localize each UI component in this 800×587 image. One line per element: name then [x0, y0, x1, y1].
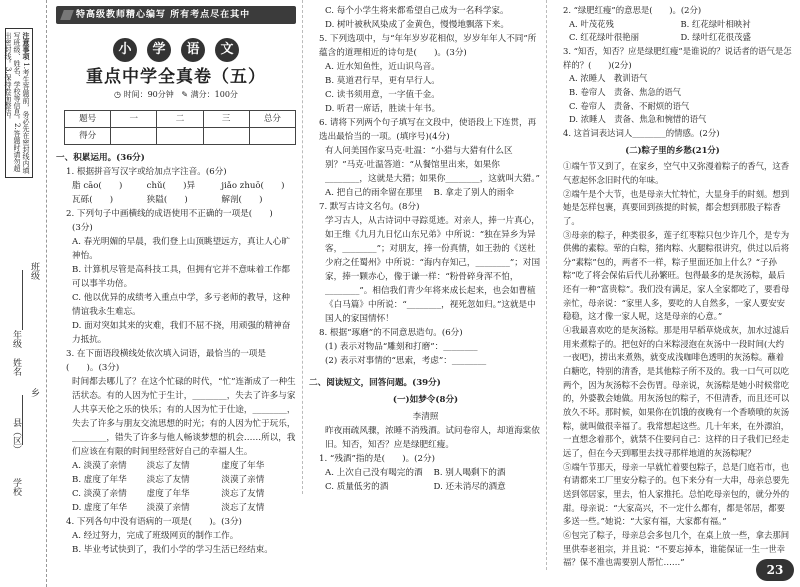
question: 1. 根据拼音写汉字或给加点字注音。(6分)	[66, 167, 227, 177]
table-cell: 二	[157, 111, 203, 128]
page-number: 23	[756, 559, 794, 581]
paragraph: ⑥包完了粽子，母亲总会多包几个，在桌上放一些，拿去那间里供奉老祖宗，并且说：“不要忘掉本，谁能保证一生一世幸福？保不准也需要别人帮忙……”	[563, 529, 790, 568]
question: 3. 在下面语段横线处依次填入词语，最恰当的一项是( )。(3分)	[66, 349, 266, 373]
option: A. 近水知鱼性，近山识鸟音。	[325, 62, 440, 72]
option: A. 经过努力，完成了班级网页的制作工作。	[72, 531, 239, 541]
option: A. 淡漠了亲情	[72, 461, 127, 471]
option-row	[56, 473, 296, 487]
township-label: 乡	[29, 388, 39, 397]
question: 5. 下列选项中，与“年年岁岁花相似，岁岁年年人不同”所蕴含的道理相近的诗句是( )。(3分)	[319, 34, 537, 58]
option: D. 还未消尽的酒意	[433, 482, 506, 492]
notes-text: 1.考生答题前，务必先在密封线内填写班级、姓名、学校等信息。2.答题时请勿超出密封线。3.保持卷面整洁。	[4, 32, 30, 174]
option: B. 计算机尽管是高科技工具，但拥有它并不意味着工作都可以事半功倍。	[72, 265, 291, 289]
option: 淡忘了友情	[146, 475, 190, 485]
option: D. 树叶被秋风染成了金黄色，慢慢地飘落下来。	[325, 20, 509, 30]
option: 淡忘了友情	[221, 489, 265, 499]
subject-char: 小	[113, 38, 137, 62]
pinyin-item: jiǎo zhuō( )	[221, 181, 285, 191]
option: D. 绿叶红花很茂盛	[680, 32, 751, 43]
column-1	[56, 0, 296, 557]
question: 1. “残酒”指的是( )。(2分)	[319, 454, 435, 464]
table-cell: 得分	[65, 128, 111, 145]
table-cell[interactable]	[203, 128, 249, 145]
option: 虚度了年华	[221, 461, 265, 471]
table-cell: 题号	[65, 111, 111, 128]
option: 淡漠了亲情	[221, 475, 265, 485]
option: D. 面对突如其来的灾难，我们不屈不挠，用顽强的精神奋力抵抗。	[72, 321, 291, 345]
poem-text: 昨夜雨疏风骤，浓睡不消残酒。试问卷帘人，却道海棠依旧。知否，知否？应是绿肥红瘦。	[325, 426, 540, 450]
pencil-icon: ✎	[181, 90, 189, 99]
option-row	[56, 487, 296, 501]
option: A. 上次自己没有喝完的酒	[325, 468, 423, 478]
paragraph: ②端午是个大节，也是母亲大忙特忙，大显身手的时刻。想到她是怎样包裹，真要回到孩提的时候，都会想到那股子粽香了。	[563, 188, 790, 226]
option: 淡忘了友情	[146, 461, 190, 471]
notes-box	[5, 28, 33, 178]
option: A. 浓睡人 教训语气	[569, 73, 648, 84]
option: B. 拿走了别人的雨伞	[433, 188, 515, 198]
option: 淡漠了亲情	[146, 503, 190, 513]
option: B. 虚度了年华	[72, 475, 127, 485]
section-heading: 一、积累运用。(36分)	[56, 153, 145, 163]
option: C. 他以优异的成绩考入重点中学，多亏老师的教导，这种情谊我永生难忘。	[72, 293, 290, 317]
paragraph: ⑤端午节那天，母亲一早就忙着要包粽子，总是门庭若市，也有请都来工厂里安分粽子的。包下来分有一大串，母亲总要先送到邻居家，里去，怕人家推托。总怕吃母亲包的，就分外的甜。母亲说：“大家高兴，不一定什么都有，都是邻居，都要多送一些。”她说：“大家有福，大家都有福。”	[563, 461, 790, 527]
option: D. 浓睡人 责备、焦急和惋惜的语气	[569, 114, 707, 125]
question-score: (3分)	[72, 223, 93, 233]
option: B. 红花绿叶相映衬	[680, 18, 751, 29]
pinyin-item: 脂 cāo( )	[72, 181, 123, 191]
passage: 时间都去哪儿了？在这个忙碌的时代，“忙”连渐成了一种生活状态。有的人因为忙于生计，________，失去了许多与家人共享天伦之乐的快乐；有的人因为忙于仕途，________，失去了许多与朋友交流思想的时光；有的人因为忙于玩乐，________，错失了许多与他人畅谈梦想的机会……所以，我们应该在有限的时间里经营好自己的幸福人生。	[72, 377, 296, 457]
option: B. 别人喝剩下的酒	[433, 468, 506, 478]
option-row	[309, 186, 542, 200]
option: C. 红花绿叶很艳丽	[569, 32, 640, 43]
question: 2. “绿肥红瘦”的意思是( )。(2分)	[563, 5, 702, 15]
paragraph: ①端午节又到了，在家乡，空气中又弥漫着粽子的香气，这香气惹起怀念旧时代的年味。	[563, 161, 790, 185]
table-cell: 总分	[249, 111, 295, 128]
option-row	[553, 31, 792, 45]
question: 8. 根据“琢磨”的不同意思造句。(6分)	[319, 328, 463, 338]
option: C. 读书须用意，一字值千金。	[325, 90, 440, 100]
field-line	[22, 270, 23, 330]
slogan-banner	[56, 6, 296, 24]
slogan-text: 特高级教师精心编写 所有考点尽在其中	[76, 10, 251, 20]
option: C. 每个小学生将来都希望自己成为一名科学家。	[325, 6, 509, 16]
option-row	[309, 466, 542, 480]
option: D. 听君一席话，胜读十年书。	[325, 104, 441, 114]
pinyin-row	[56, 193, 296, 207]
subsection-heading: (一)如梦令(8分)	[392, 395, 459, 405]
option: A. 把自己的雨伞留在那里	[325, 188, 423, 198]
subject-char: 语	[181, 38, 205, 62]
passage: 学习古人，从古诗词中寻踪觅迹。对亲人，捧一片真心，如王维《九月九日忆山东兄弟》中所说：“独在异乡为异客，________”；对朋友，捧一份真情，如王勃的《送杜少府之任蜀州》中所说：“海内存知己，________”；对国家，捧一颗赤心，像于谦一样：“粉骨碎身浑不怕，________”。相信我们青少年将来成长起来，也会如曹植《白马篇》中所说：“________，视死忽如归。”这就是中国人的家国情怀！	[325, 216, 541, 324]
column-3	[546, 0, 792, 570]
pencil-icon	[60, 10, 74, 20]
poem-author: 李清照	[412, 412, 439, 422]
option: B. 毕业考试快到了，我们小学的学习生活已经结束。	[72, 545, 273, 555]
option: C. 淡漠了亲情	[72, 489, 127, 499]
pinyin-item: 解剖( )	[221, 195, 263, 205]
option: D. 虚度了年华	[72, 503, 128, 513]
question: 2. 下列句子中画横线的成语使用不正确的一项是( )	[66, 209, 273, 219]
pinyin-item: 狭隘( )	[146, 195, 188, 205]
paragraph: ④我最喜欢吃的是灰汤粽。那是用早稻草烧成灰，加水过滤后用来煮粽子的。把包好的白米粽浸泡在灰汤中一段时间(大约一夜吧)，捞出来煮熟，就变成浅咖啡色透明的灰汤粽。蘸着白糖吃，特别的清香，是其他粽子所不及的。我一口气可以吃两个，因为灰汤粽不会伤胃。母亲说，灰汤粽是她小时候常吃的，外婆教会她做。用灰汤包的粽子，不但清香，而且还可以放久不坏。那时候，如果你在饥饿的夜晚有一个香喷喷的灰汤粽，就叫做很幸福了。我常想起这些。几十年来，在外漂泊，一直想念着那个，就禁不住要问自己：这样的日子我们已经走远了，但在今天到哪里去找寻那样地道的灰汤粽呢？	[563, 325, 790, 458]
table-row	[65, 111, 296, 128]
answer-line[interactable]: (2) 表示对事情的“思索，考虑”：________	[325, 356, 487, 366]
column-2	[302, 0, 542, 494]
table-cell[interactable]	[111, 128, 157, 145]
option: C. 质量低劣的酒	[325, 482, 389, 492]
table-cell: 三	[203, 111, 249, 128]
option: C. 卷帘人 责备、不耐烦的语气	[569, 100, 690, 111]
option: 淡忘了友情	[221, 503, 265, 513]
subsection-heading: (二)粽子里的乡愁(21分)	[625, 144, 720, 155]
table-row	[65, 128, 296, 145]
table-cell[interactable]	[157, 128, 203, 145]
option: B. 卷帘人 责备、焦急的语气	[569, 86, 681, 97]
table-cell: 一	[111, 111, 157, 128]
question: 4. 下列各句中没有语病的一项是( )。(3分)	[66, 517, 242, 527]
full-score: 满分：100分	[190, 90, 238, 99]
exam-title: 重点中学全真卷（五）	[86, 67, 266, 87]
answer-line[interactable]: (1) 表示对物品“雕刻和打磨”：________	[325, 342, 478, 352]
paragraph: ③母亲的粽子，种类很多，莲子红枣粽只包少许几个，是专为供佛的素粽。荤的白粽，猪肉粽、火腿粽很讲究，供过以后将分“素粽”包的，两者不一样，粽子里面还加上什么？“子孙粽”吃了将会保佑后代儿孙繁旺。包得最多的是灰汤粽，最后还有一种“富贵粽”。我们没有满足，家人全家都吃了，要看母亲忙，母亲说：“家里人多，要吃的人自然多，一家人要安安稳稳，这才像一家人呢，这是母亲的心意。”	[563, 229, 790, 322]
option: B. 莫道君行早，更有早行人。	[325, 76, 440, 86]
option-row	[56, 501, 296, 515]
option-row	[553, 18, 792, 32]
grade-label: 年级	[11, 330, 21, 348]
option-row	[309, 480, 542, 494]
question: 7. 默写古诗文名句。(8分)	[319, 202, 420, 212]
option: A. 春光明媚的早晨，我们登上山顶眺望远方，真让人心旷神怡。	[72, 237, 290, 261]
option: 虚度了年华	[146, 489, 190, 499]
question: 3. “知否，知否？应是绿肥红瘦”是谁说的？说话者的语气是怎样的？( )(2分)	[563, 45, 792, 70]
county-label: 县（区）	[11, 418, 21, 454]
time-limit: 时间：90分钟	[123, 90, 174, 99]
subject-char: 文	[215, 38, 239, 62]
pinyin-item: chǔ( )异	[146, 181, 196, 191]
name-label: 姓名	[11, 358, 21, 376]
class-label: 班级	[29, 262, 39, 280]
pinyin-item: 瓦砾( )	[72, 195, 114, 205]
pinyin-row	[56, 179, 296, 193]
clock-icon: ◷	[114, 90, 122, 99]
binding-strip	[0, 0, 47, 587]
subject-circles	[56, 38, 296, 62]
notes-label: 注意事项	[22, 32, 31, 60]
question: 6. 请将下列两个句子填写在文段中，使语段上下连贯，再选出最恰当的一项。(填序号)(4分)	[319, 118, 537, 142]
option: A. 叶茂花残	[569, 18, 614, 29]
question: 4. 这首词表达词人________的情感。(2分)	[563, 127, 720, 138]
subject-char: 学	[147, 38, 171, 62]
section-heading: 二、阅读短文，回答问题。(39分)	[309, 378, 441, 388]
score-table	[64, 110, 296, 145]
exam-meta	[56, 88, 296, 102]
school-label: 学校	[11, 478, 21, 496]
field-line	[22, 395, 23, 445]
table-cell[interactable]	[249, 128, 295, 145]
passage: 有人问美国作家马克·吐温：“小猎与大猎有什么区别？”马克·吐温答道：“从餐馆里出来，如果你________，这就是大猎；如果你________，这就叫大猎。”	[325, 146, 540, 184]
option-row	[56, 459, 296, 473]
